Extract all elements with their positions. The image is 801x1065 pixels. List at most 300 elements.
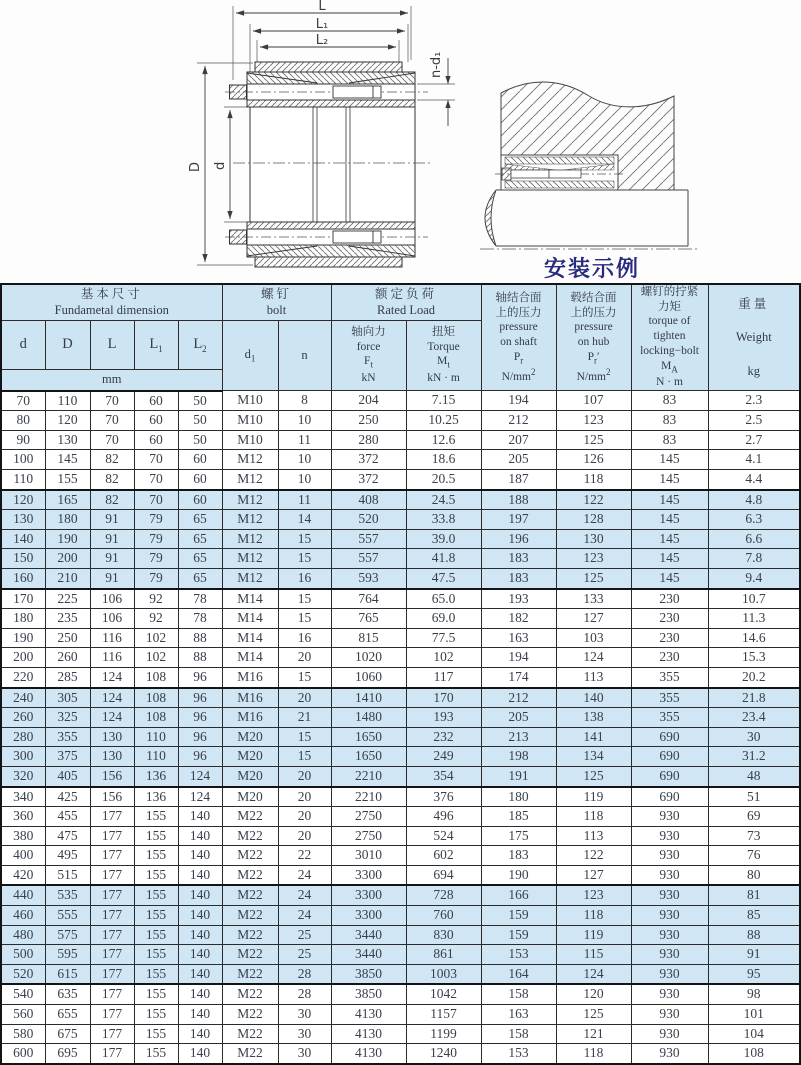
table-header (1, 284, 800, 391)
table-cell: 30 (278, 1024, 331, 1044)
table-cell: 110 (45, 391, 90, 411)
table-cell: 2750 (331, 807, 406, 827)
table-cell: 163 (481, 628, 556, 648)
table-cell: 51 (708, 787, 800, 807)
table-cell: 930 (631, 865, 708, 885)
table-cell: 3850 (331, 964, 406, 984)
table-cell: 153 (481, 1044, 556, 1064)
table-cell: 70 (134, 450, 178, 470)
table-cell: 177 (90, 826, 134, 846)
table-row (1, 628, 800, 648)
table-cell: 765 (331, 609, 406, 629)
table-cell: 65 (178, 549, 222, 569)
table-cell: 88 (178, 628, 222, 648)
table-cell: 95 (708, 964, 800, 984)
table-cell: 690 (631, 747, 708, 767)
table-cell: 20 (278, 826, 331, 846)
table-cell: 126 (556, 450, 631, 470)
table-cell: 77.5 (406, 628, 481, 648)
table-cell: 15.3 (708, 648, 800, 668)
table-cell: 280 (1, 727, 45, 747)
table-cell: 3850 (331, 984, 406, 1004)
table-cell: 177 (90, 865, 134, 885)
table-cell: 930 (631, 846, 708, 866)
table-cell: 183 (481, 568, 556, 588)
table-cell: 79 (134, 549, 178, 569)
table-cell: 127 (556, 865, 631, 885)
table-cell: 108 (134, 688, 178, 708)
table-cell: 155 (134, 1024, 178, 1044)
table-cell: M20 (222, 747, 278, 767)
col-header-D: D (45, 320, 90, 370)
table-cell: 82 (90, 490, 134, 510)
col-header-L: L (90, 320, 134, 370)
table-cell: 4.4 (708, 470, 800, 490)
table-cell: 133 (556, 589, 631, 609)
table-cell: 140 (178, 846, 222, 866)
table-row (1, 984, 800, 1004)
table-cell: 79 (134, 568, 178, 588)
table-cell: M22 (222, 885, 278, 905)
locking-bolt-section-top (333, 86, 381, 98)
table-cell: M12 (222, 549, 278, 569)
table-cell: 24 (278, 906, 331, 926)
table-cell: 125 (556, 568, 631, 588)
table-cell: 200 (1, 648, 45, 668)
col-header-L1: $L_1$ (134, 320, 178, 370)
table-cell: 83 (631, 391, 708, 411)
table-cell: 145 (631, 490, 708, 510)
table-cell: 4.1 (708, 450, 800, 470)
table-cell: 28 (278, 964, 331, 984)
table-cell: M14 (222, 589, 278, 609)
table-cell: 24 (278, 885, 331, 905)
table-row (1, 708, 800, 728)
table-cell: M12 (222, 470, 278, 490)
table-row (1, 1024, 800, 1044)
table-cell: 1650 (331, 727, 406, 747)
table-cell: 496 (406, 807, 481, 827)
table-cell: 177 (90, 807, 134, 827)
table-cell: 372 (331, 450, 406, 470)
table-cell: 48 (708, 766, 800, 786)
table-cell: M20 (222, 727, 278, 747)
table-cell: 69.0 (406, 609, 481, 629)
table-cell: 230 (631, 648, 708, 668)
table-row (1, 964, 800, 984)
table-cell: 930 (631, 885, 708, 905)
table-cell: 930 (631, 1005, 708, 1025)
table-cell: 285 (45, 667, 90, 687)
table-cell: 60 (134, 411, 178, 431)
table-cell: 232 (406, 727, 481, 747)
table-row (1, 826, 800, 846)
table-cell: 83 (631, 430, 708, 450)
table-cell: 760 (406, 906, 481, 926)
table-cell: 602 (406, 846, 481, 866)
table-cell: 10.25 (406, 411, 481, 431)
table-cell: 118 (556, 470, 631, 490)
table-cell: 420 (1, 865, 45, 885)
table-cell: 60 (178, 450, 222, 470)
shaft-break-end (485, 190, 496, 246)
table-cell: 108 (134, 667, 178, 687)
table-cell: 65 (178, 510, 222, 530)
table-cell: 220 (1, 667, 45, 687)
table-row (1, 568, 800, 588)
dim-label-d: d (213, 161, 228, 170)
table-cell: 96 (178, 747, 222, 767)
table-cell: 9.4 (708, 568, 800, 588)
table-row (1, 1044, 800, 1064)
table-cell: 355 (631, 688, 708, 708)
table-cell: 690 (631, 766, 708, 786)
table-cell: 170 (1, 589, 45, 609)
table-cell: 194 (481, 648, 556, 668)
table-cell: 78 (178, 609, 222, 629)
table-cell: 115 (556, 945, 631, 965)
table-cell: 694 (406, 865, 481, 885)
table-cell: 191 (481, 766, 556, 786)
table-cell: 18.6 (406, 450, 481, 470)
table-cell: 408 (331, 490, 406, 510)
table-cell: 930 (631, 826, 708, 846)
table-cell: 930 (631, 925, 708, 945)
table-cell: 360 (1, 807, 45, 827)
table-cell: M22 (222, 906, 278, 926)
table-cell: 31.2 (708, 747, 800, 767)
table-cell: 102 (134, 648, 178, 668)
table-cell: 380 (1, 826, 45, 846)
table-cell: 119 (556, 787, 631, 807)
table-cell: M12 (222, 529, 278, 549)
table-cell: 15 (278, 589, 331, 609)
table-cell: 355 (45, 727, 90, 747)
table-cell: 138 (556, 708, 631, 728)
table-cell: 65 (178, 568, 222, 588)
table-row (1, 411, 800, 431)
table-body (1, 391, 800, 1064)
table-cell: 98 (708, 984, 800, 1004)
table-cell: 140 (178, 807, 222, 827)
table-cell: 155 (134, 807, 178, 827)
table-cell: 194 (481, 391, 556, 411)
table-cell: 60 (134, 430, 178, 450)
table-cell: 1157 (406, 1005, 481, 1025)
table-cell: 180 (481, 787, 556, 807)
col-header-mm-unit: mm (1, 370, 222, 391)
table-row (1, 945, 800, 965)
table-cell: 100 (1, 450, 45, 470)
table-cell: 140 (178, 906, 222, 926)
col-header-L2: $L_2$ (178, 320, 222, 370)
table-cell: 475 (45, 826, 90, 846)
table-cell: 520 (331, 510, 406, 530)
table-cell: 1060 (331, 667, 406, 687)
table-cell: 200 (45, 549, 90, 569)
table-cell: 20 (278, 688, 331, 708)
table-cell: 164 (481, 964, 556, 984)
table-cell: 123 (556, 885, 631, 905)
table-cell: 376 (406, 787, 481, 807)
table-cell: 354 (406, 766, 481, 786)
table-cell: 557 (331, 529, 406, 549)
table-cell: 124 (90, 708, 134, 728)
table-cell: 76 (708, 846, 800, 866)
table-cell: 145 (631, 450, 708, 470)
table-cell: 140 (178, 826, 222, 846)
table-cell: M10 (222, 411, 278, 431)
table-cell: 15 (278, 609, 331, 629)
table-cell: 102 (406, 648, 481, 668)
table-cell: 177 (90, 964, 134, 984)
table-cell: 575 (45, 925, 90, 945)
table-cell: 1650 (331, 747, 406, 767)
table-cell: 728 (406, 885, 481, 905)
table-cell: 25 (278, 945, 331, 965)
col-group-basic-dimension: 基本尺寸 Fundametal dimension (1, 284, 222, 320)
table-cell: 50 (178, 430, 222, 450)
table-cell: 177 (90, 906, 134, 926)
table-cell: 101 (708, 1005, 800, 1025)
table-cell: 140 (1, 529, 45, 549)
table-cell: 7.15 (406, 391, 481, 411)
table-cell: 50 (178, 411, 222, 431)
table-cell: 11 (278, 490, 331, 510)
col-header-axial-force: 轴向力 force $F_t$ kN (331, 320, 406, 391)
table-cell: 595 (45, 945, 90, 965)
table-cell: 118 (556, 906, 631, 926)
table-cell: 150 (1, 549, 45, 569)
table-cell: 106 (90, 609, 134, 629)
table-cell: 70 (1, 391, 45, 411)
table-cell: 165 (45, 490, 90, 510)
table-cell: 140 (178, 945, 222, 965)
table-cell: 1020 (331, 648, 406, 668)
table-cell: 10 (278, 450, 331, 470)
col-header-n: n (278, 320, 331, 391)
table-cell: 145 (45, 450, 90, 470)
wedge-ring-bottom (247, 245, 415, 257)
table-cell: 250 (45, 628, 90, 648)
table-cell: M22 (222, 865, 278, 885)
table-row (1, 727, 800, 747)
table-cell: 183 (481, 846, 556, 866)
table-cell: 155 (134, 826, 178, 846)
table-cell: 177 (90, 1024, 134, 1044)
table-cell: 120 (1, 490, 45, 510)
table-cell: 213 (481, 727, 556, 747)
table-cell: 122 (556, 846, 631, 866)
table-cell: 156 (90, 766, 134, 786)
table-cell: 90 (1, 430, 45, 450)
table-cell: 212 (481, 411, 556, 431)
table-cell: 2210 (331, 766, 406, 786)
table-cell: 124 (556, 648, 631, 668)
table-cell: 96 (178, 727, 222, 747)
table-row (1, 925, 800, 945)
col-header-d1: $d_1$ (222, 320, 278, 391)
table-row (1, 1005, 800, 1025)
table-cell: 20.2 (708, 667, 800, 687)
table-row (1, 450, 800, 470)
table-cell: M12 (222, 568, 278, 588)
table-row (1, 648, 800, 668)
col-group-bolt: 螺钉 bolt (222, 284, 331, 320)
table-cell: 107 (556, 391, 631, 411)
table-cell: 15 (278, 667, 331, 687)
table-cell: 96 (178, 667, 222, 687)
table-cell: 30 (708, 727, 800, 747)
table-cell: 14 (278, 510, 331, 530)
table-cell: 190 (45, 529, 90, 549)
table-cell: M16 (222, 708, 278, 728)
table-cell: 187 (481, 470, 556, 490)
table-cell: 41.8 (406, 549, 481, 569)
table-cell: M20 (222, 766, 278, 786)
table-cell: 1410 (331, 688, 406, 708)
table-cell: 2.3 (708, 391, 800, 411)
table-cell: 615 (45, 964, 90, 984)
table-cell: 80 (708, 865, 800, 885)
table-cell: 110 (1, 470, 45, 490)
table-cell: 28 (278, 984, 331, 1004)
table-cell: 73 (708, 826, 800, 846)
table-cell: 125 (556, 1005, 631, 1025)
table-cell: 8 (278, 391, 331, 411)
table-cell: 145 (631, 568, 708, 588)
table-cell: 120 (556, 984, 631, 1004)
table-cell: 140 (178, 865, 222, 885)
table-cell: 3300 (331, 885, 406, 905)
table-cell: 130 (1, 510, 45, 530)
table-cell: 830 (406, 925, 481, 945)
table-cell: 108 (134, 708, 178, 728)
table-cell: 372 (331, 470, 406, 490)
col-header-weight: 重量 Weight kg (708, 284, 800, 391)
table-cell: 260 (45, 648, 90, 668)
table-row (1, 667, 800, 687)
table-cell: 127 (556, 609, 631, 629)
table-cell: 930 (631, 984, 708, 1004)
table-cell: 103 (556, 628, 631, 648)
table-cell: 82 (90, 470, 134, 490)
table-cell: 30 (278, 1005, 331, 1025)
table-cell: 1199 (406, 1024, 481, 1044)
table-cell: 235 (45, 609, 90, 629)
table-cell: 600 (1, 1044, 45, 1064)
table-cell: 88 (708, 925, 800, 945)
table-cell: 91 (708, 945, 800, 965)
table-cell: 140 (178, 885, 222, 905)
table-cell: 24.5 (406, 490, 481, 510)
table-cell: 1480 (331, 708, 406, 728)
wedge-ring-top (247, 72, 415, 84)
dim-label-L2: L₂ (315, 33, 329, 48)
installation-example-label: 安装示例 (544, 256, 641, 281)
table-cell: 153 (481, 945, 556, 965)
table-cell: 60 (178, 470, 222, 490)
table-cell: 930 (631, 964, 708, 984)
table-cell: 6.6 (708, 529, 800, 549)
table-cell: 78 (178, 589, 222, 609)
outer-sleeve-top (255, 62, 402, 72)
table-cell: 177 (90, 925, 134, 945)
table-cell: 6.3 (708, 510, 800, 530)
table-row (1, 846, 800, 866)
table-cell: 125 (556, 766, 631, 786)
table-cell: 159 (481, 906, 556, 926)
table-cell: 10 (278, 411, 331, 431)
table-cell: 106 (90, 589, 134, 609)
table-cell: 177 (90, 1044, 134, 1064)
table-cell: 230 (631, 628, 708, 648)
table-cell: 193 (481, 589, 556, 609)
table-cell: 4130 (331, 1044, 406, 1064)
table-cell: 140 (178, 964, 222, 984)
table-cell: 159 (481, 925, 556, 945)
table-row (1, 865, 800, 885)
col-header-tightening-torque: 螺钉的拧紧 力矩 torque of tighten locking−bolt $M_A$ N · m (631, 284, 708, 391)
table-cell: 145 (631, 549, 708, 569)
table-cell: 3440 (331, 925, 406, 945)
table-cell: 60 (178, 490, 222, 510)
table-cell: M22 (222, 1024, 278, 1044)
table-cell: 930 (631, 945, 708, 965)
dim-label-L1: L₁ (315, 17, 329, 32)
table-cell: 280 (331, 430, 406, 450)
table-cell: 177 (90, 984, 134, 1004)
table-cell: M22 (222, 1044, 278, 1064)
table-cell: 10 (278, 470, 331, 490)
table-cell: 155 (134, 1044, 178, 1064)
table-cell: 118 (556, 1044, 631, 1064)
table-cell: M22 (222, 1005, 278, 1025)
table-cell: M12 (222, 510, 278, 530)
table-cell: 190 (1, 628, 45, 648)
table-cell: 425 (45, 787, 90, 807)
spec-table (0, 283, 801, 1065)
drawing-area (0, 0, 800, 283)
table-cell: 2.7 (708, 430, 800, 450)
table-cell: 355 (631, 708, 708, 728)
table-cell: 460 (1, 906, 45, 926)
table-cell: 560 (1, 1005, 45, 1025)
table-row (1, 510, 800, 530)
col-header-d: d (1, 320, 45, 370)
table-cell: 155 (134, 865, 178, 885)
table-cell: 155 (134, 1005, 178, 1025)
table-cell: 96 (178, 708, 222, 728)
table-cell: 193 (406, 708, 481, 728)
table-cell: 91 (90, 568, 134, 588)
table-cell: 690 (631, 727, 708, 747)
table-cell: M20 (222, 787, 278, 807)
table-row (1, 549, 800, 569)
table-cell: 180 (45, 510, 90, 530)
table-cell: 140 (178, 1005, 222, 1025)
table-cell: 3300 (331, 906, 406, 926)
table-cell: 16 (278, 568, 331, 588)
table-cell: M16 (222, 688, 278, 708)
table-cell: 2750 (331, 826, 406, 846)
table-cell: M14 (222, 648, 278, 668)
table-cell: 1003 (406, 964, 481, 984)
table-row (1, 688, 800, 708)
table-cell: 580 (1, 1024, 45, 1044)
table-cell: 557 (331, 549, 406, 569)
technical-drawing-svg (0, 0, 800, 283)
